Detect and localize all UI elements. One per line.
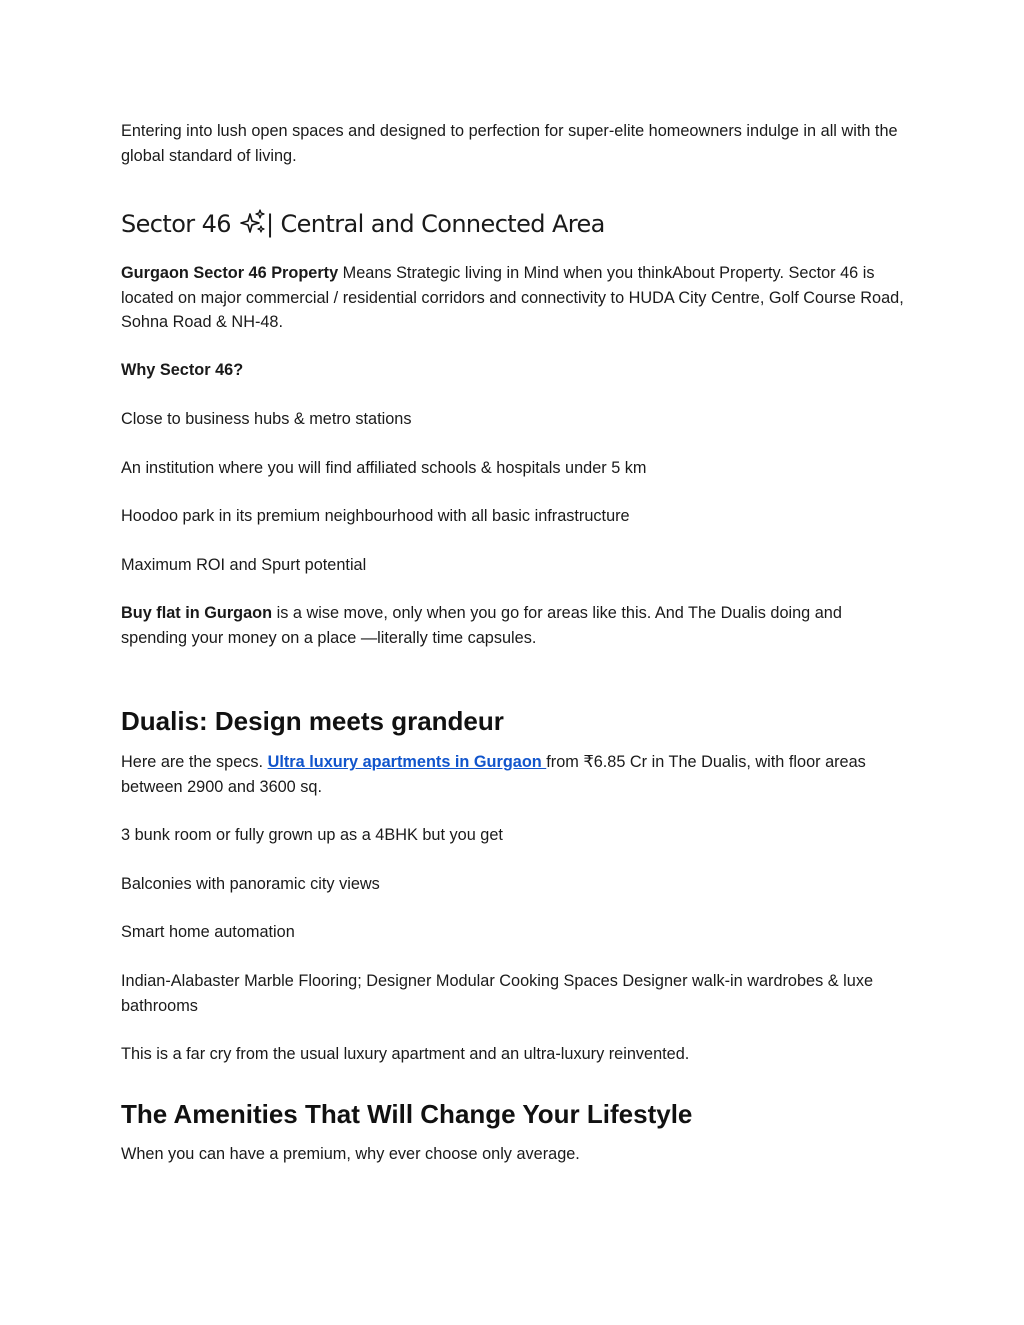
sector46-heading-prefix: Sector 46: [121, 210, 231, 238]
list-item: This is a far cry from the usual luxury apartment and an ultra-luxury reinvented.: [121, 1045, 690, 1063]
specs-paragraph: [121, 750, 911, 799]
buy-flat-paragraph: [121, 601, 911, 650]
sparkles-icon: [240, 208, 266, 236]
amenities-heading: The Amenities That Will Change Your Lifestyle: [121, 1099, 693, 1129]
list-item: Hoodoo park in its premium neighbourhood with all basic infrastructure: [121, 507, 630, 525]
list-item: 3 bunk room or fully grown up as a 4BHK but you get: [121, 826, 503, 844]
ultra-luxury-apartments-link[interactable]: Ultra luxury apartments in Gurgaon: [267, 753, 547, 771]
sector46-paragraph-bold: Gurgaon Sector 46 Property: [121, 264, 339, 282]
amenities-paragraph: When you can have a premium, why ever choose only average.: [121, 1145, 580, 1163]
why-sector46-heading: Why Sector 46?: [121, 361, 244, 379]
specs-suffix: from ₹6.85 Cr in The Dualis, with floor areas between 2900 and 3600 sq.: [121, 753, 866, 796]
list-item: Close to business hubs & metro stations: [121, 410, 412, 428]
dualis-heading: Dualis: Design meets grandeur: [121, 706, 504, 736]
sector46-paragraph-text: Means Strategic living in Mind when you thinkAbout Property. Sector 46 is located on major commercial / residential corridors and connectivity to HUDA City Centre, Golf Course Road, Sohna Road & NH-48.: [121, 264, 904, 331]
list-item: Indian-Alabaster Marble Flooring; Designer Modular Cooking Spaces Designer walk-in wardrobes & luxe bathrooms: [121, 972, 874, 1015]
list-item: An institution where you will find affiliated schools & hospitals under 5 km: [121, 459, 647, 477]
buy-flat-bold: Buy flat in Gurgaon: [121, 604, 273, 622]
specs-prefix: Here are the specs.: [121, 753, 268, 771]
sector46-heading-suffix: | Central and Connected Area: [265, 210, 605, 238]
list-item: Balconies with panoramic city views: [121, 875, 380, 893]
sector46-heading: [121, 204, 605, 244]
list-item: Smart home automation: [121, 923, 295, 941]
list-item: Maximum ROI and Spurt potential: [121, 556, 367, 574]
buy-flat-text: is a wise move, only when you go for areas like this. And The Dualis doing and spending your money on a place —literally time capsules.: [121, 604, 842, 647]
intro-paragraph: Entering into lush open spaces and designed to perfection for super-elite homeowners indulge in all with the global standard of living.: [121, 122, 898, 165]
sector46-paragraph: [121, 261, 911, 335]
